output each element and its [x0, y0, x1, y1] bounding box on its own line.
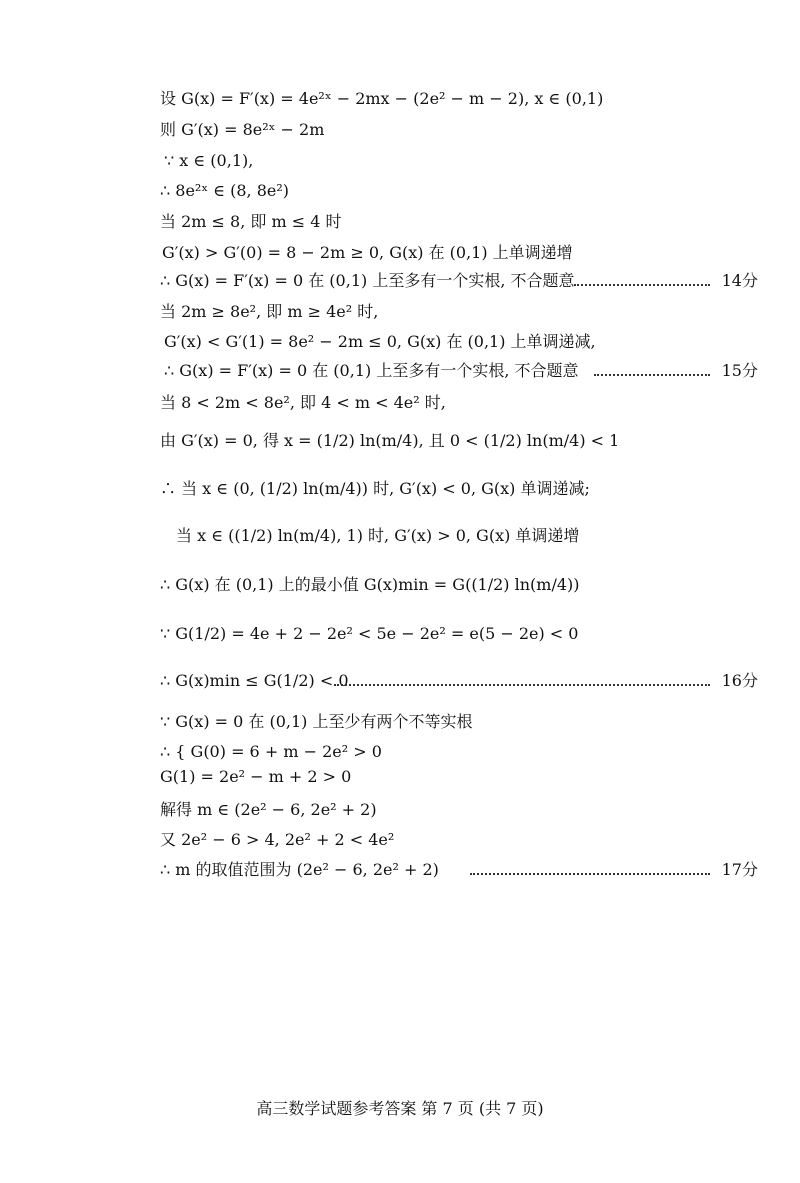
leader-dots — [334, 684, 710, 686]
solution-line — [0, 521, 800, 551]
line-text: ∴ 8e²ˣ ∈ (8, 8e²) — [160, 181, 290, 200]
score-label: 17分 — [721, 860, 758, 879]
solution-line — [0, 176, 800, 206]
solution-line — [0, 707, 800, 737]
line-text: 又 2e² − 6 > 4, 2e² + 2 < 4e² — [160, 830, 395, 849]
solution-line — [0, 666, 800, 696]
solution-line — [0, 855, 800, 885]
line-text: ∴ G(x) = F′(x) = 0 在 (0,1) 上至多有一个实根, 不合题意 — [160, 271, 575, 290]
solution-line — [0, 238, 800, 268]
solution-line — [0, 115, 800, 145]
line-text: 由 G′(x) = 0, 得 x = (1/2) ln(m/4), 且 0 < (1/2) ln(m/4) < 1 — [160, 431, 620, 450]
line-text: 则 G′(x) = 8e²ˣ − 2m — [160, 120, 325, 139]
line-text: G′(x) < G′(1) = 8e² − 2m ≤ 0, G(x) 在 (0,1) 上单调递减, — [164, 332, 596, 351]
solution-line — [0, 84, 800, 114]
line-text: 当 x ∈ ((1/2) ln(m/4), 1) 时, G′(x) > 0, G(x) 单调递增 — [176, 526, 580, 545]
line-text: ∴ G(x) 在 (0,1) 上的最小值 G(x)min = G((1/2) ln(m/4)) — [160, 575, 580, 594]
solution-line — [0, 762, 800, 792]
line-text: ∴ m 的取值范围为 (2e² − 6, 2e² + 2) — [160, 860, 439, 879]
line-text: ∵ G(x) = 0 在 (0,1) 上至少有两个不等实根 — [160, 712, 473, 731]
line-text: 当 2m ≤ 8, 即 m ≤ 4 时 — [160, 212, 342, 231]
page-footer: 高三数学试题参考答案 第 7 页 (共 7 页) — [256, 1099, 544, 1118]
line-text: G(1) = 2e² − m + 2 > 0 — [160, 767, 352, 786]
leader-dots — [594, 374, 710, 376]
solution-line — [0, 327, 800, 357]
line-text: ∴ G(x) = F′(x) = 0 在 (0,1) 上至多有一个实根, 不合题意 — [164, 361, 579, 380]
solution-line — [0, 619, 800, 649]
line-text: ∵ x ∈ (0,1), — [164, 151, 254, 170]
solution-line — [0, 297, 800, 327]
solution-line — [0, 795, 800, 825]
solution-line — [0, 146, 800, 176]
line-text: ∴ { G(0) = 6 + m − 2e² > 0 — [160, 742, 382, 761]
score-label: 15分 — [721, 361, 758, 380]
line-text: ∴ G(x)min ≤ G(1/2) < 0 — [160, 671, 349, 690]
line-text: 设 G(x) = F′(x) = 4e²ˣ − 2mx − (2e² − m − 2), x ∈ (0,1) — [160, 89, 604, 108]
line-text: 当 2m ≥ 8e², 即 m ≥ 4e² 时, — [160, 302, 379, 321]
solution-line — [0, 266, 800, 296]
leader-dots — [470, 873, 710, 875]
line-text: ∴ 当 x ∈ (0, (1/2) ln(m/4)) 时, G′(x) < 0, G(x) 单调递减; — [160, 479, 590, 498]
solution-line — [0, 426, 800, 456]
line-text: ∵ G(1/2) = 4e + 2 − 2e² < 5e − 2e² = e(5 − 2e) < 0 — [160, 624, 579, 643]
score-label: 16分 — [721, 671, 758, 690]
solution-line — [0, 474, 800, 504]
leader-dots — [574, 284, 710, 286]
solution-line — [0, 207, 800, 237]
solution-line — [0, 570, 800, 600]
score-label: 14分 — [721, 271, 758, 290]
solution-line — [0, 388, 800, 418]
solution-line — [0, 356, 800, 386]
solution-line — [0, 825, 800, 855]
line-text: 当 8 < 2m < 8e², 即 4 < m < 4e² 时, — [160, 393, 446, 412]
line-text: G′(x) > G′(0) = 8 − 2m ≥ 0, G(x) 在 (0,1) 上单调递增 — [162, 243, 573, 262]
line-text: 解得 m ∈ (2e² − 6, 2e² + 2) — [160, 800, 377, 819]
